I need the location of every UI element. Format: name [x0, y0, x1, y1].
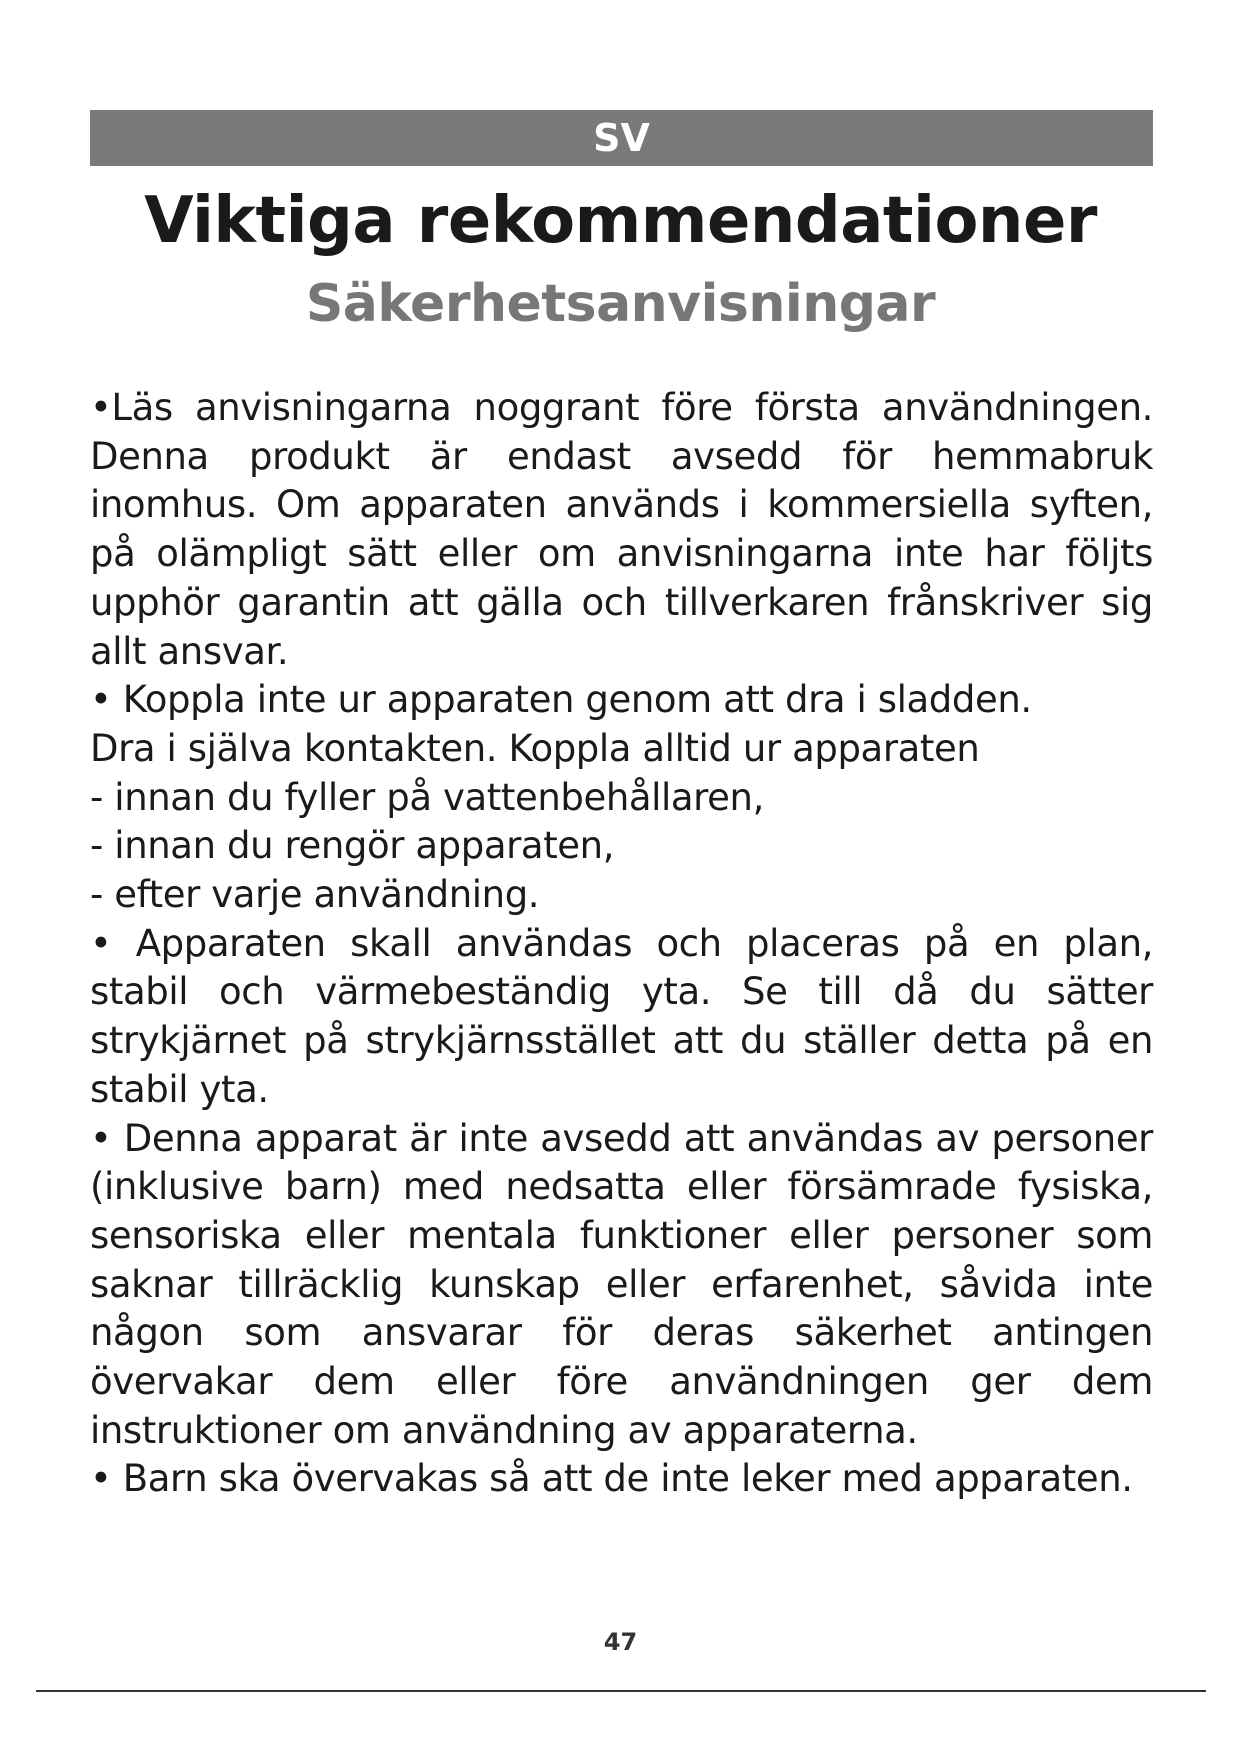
instruction-unplug: • Koppla inte ur apparaten genom att dra i sladden. — [90, 678, 1032, 722]
instruction-unplug-fill: - innan du fyller på vattenbehållaren, — [90, 775, 764, 819]
safety-instructions — [90, 384, 1153, 1504]
section-subtitle: Säkerhetsanvisningar — [305, 274, 936, 334]
instruction-children: • Barn ska övervakas så att de inte leker med apparaten. — [90, 1457, 1133, 1501]
instruction-unplug-always: Dra i själva kontakten. Koppla alltid ur apparaten — [90, 726, 980, 770]
page-title: Viktiga rekommendationer — [144, 184, 1097, 258]
instruction-stable-surface: • Apparaten skall användas och placeras på en plan, stabil och värmebeständig yta. Se till då du sätter strykjärnet på strykjärnsstället att du ställer detta på en stabil yta. — [90, 921, 1153, 1111]
instruction-unplug-after-use: - efter varje användning. — [90, 873, 540, 917]
instruction-read-manual: •Läs anvisningarna noggrant före första användningen. Denna produkt är endast avsedd för hemmabruk inomhus. Om apparaten används i kommersiella syften, på olämpligt sätt eller om anvisningarna inte har följts upphör garantin att gälla och tillverkaren frånskriver sig allt ansvar. — [90, 386, 1153, 673]
footer-divider — [36, 1690, 1206, 1692]
page-number: 47 — [603, 1628, 638, 1656]
language-tab — [90, 110, 1153, 166]
instruction-reduced-capabilities: • Denna apparat är inte avsedd att användas av personer (inklusive barn) med nedsatta eller försämrade fysiska, sensoriska eller mentala funktioner eller personer som saknar tillräcklig kunskap eller erfarenhet, såvida inte någon som ansvarar för deras säkerhet antingen övervakar dem eller före användningen ger dem instruktioner om användning av apparaterna. — [90, 1116, 1153, 1452]
instruction-unplug-clean: - innan du rengör apparaten, — [90, 824, 615, 868]
language-code: SV — [593, 116, 650, 160]
